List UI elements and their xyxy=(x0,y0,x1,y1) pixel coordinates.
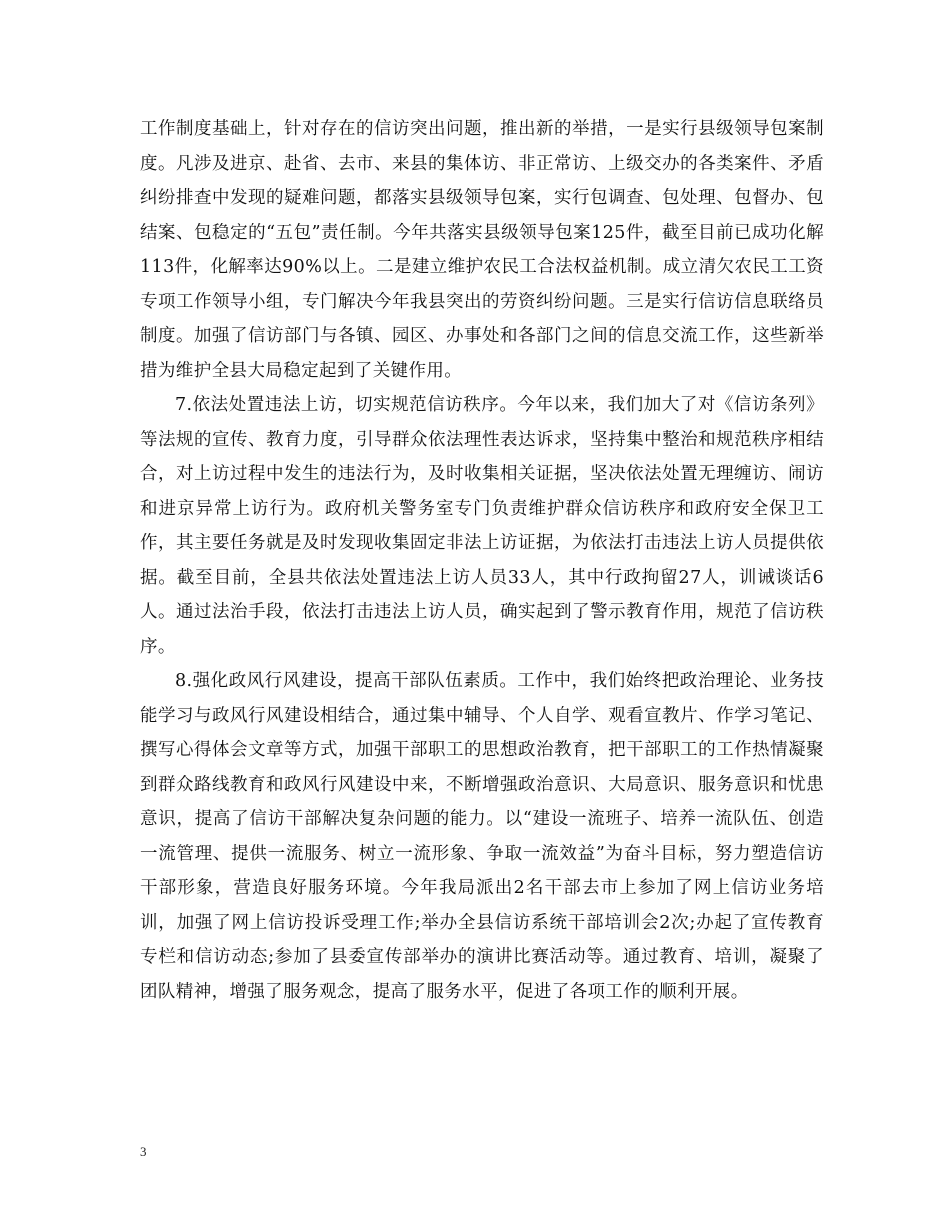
page-number: 3 xyxy=(140,1144,147,1159)
paragraph-item-7: 7.依法处置违法上访，切实规范信访秩序。今年以来，我们加大了对《信访条列》等法规的宣传、教育力度，引导群众依法理性表达诉求，坚持集中整治和规范秩序相结合，对上访过程中发生的违法行为，及时收集相关证据，坚决依法处置无理缠访、闹访和进京异常上访行为。政府机关警务室专门负责维护群众信访秩序和政府安全保卫工作，其主要任务就是及时发现收集固定非法上访证据，为依法打击违法上访人员提供依据。截至目前，全县共依法处置违法上访人员33人，其中行政拘留27人，训诫谈话6人。通过法治手段，依法打击违法上访人员，确实起到了警示教育作用，规范了信访秩序。 xyxy=(140,395,824,657)
paragraph-continuation: 工作制度基础上，针对存在的信访突出问题，推出新的举措，一是实行县级领导包案制度。凡涉及进京、赴省、去市、来县的集体访、非正常访、上级交办的各类案件、矛盾纠纷排查中发现的疑难问题，都落实县级领导包案，实行包调查、包处理、包督办、包结案、包稳定的“五包”责任制。今年共落实县级领导包案125件，截至目前已成功化解113件，化解率达90%以上。二是建立维护农民工合法权益机制。成立清欠农民工工资专项工作领导小组，专门解决今年我县突出的劳资纠纷问题。三是实行信访信息联络员制度。加强了信访部门与各镇、园区、办事处和各部门之间的信息交流工作，这些新举措为维护全县大局稳定起到了关键作用。 xyxy=(140,119,824,381)
paragraph-item-8: 8.强化政风行风建设，提高干部队伍素质。工作中，我们始终把政治理论、业务技能学习与政风行风建设相结合，通过集中辅导、个人自学、观看宣教片、作学习笔记、撰写心得体会文章等方式，加强干部职工的思想政治教育，把干部职工的工作热情凝聚到群众路线教育和政风行风建设中来，不断增强政治意识、大局意识、服务意识和忧患意识，提高了信访干部解决复杂问题的能力。以“建设一流班子、培养一流队伍、创造一流管理、提供一流服务、树立一流形象、争取一流效益”为奋斗目标，努力塑造信访干部形象，营造良好服务环境。今年我局派出2名干部去市上参加了网上信访业务培训，加强了网上信访投诉受理工作;举办全县信访系统干部培训会2次;办起了宣传教育专栏和信访动态;参加了县委宣传部举办的演讲比赛活动等。通过教育、培训，凝聚了团队精神，增强了服务观念，提高了服务水平，促进了各项工作的顺利开展。 xyxy=(140,671,824,1002)
document-body xyxy=(140,112,824,1009)
